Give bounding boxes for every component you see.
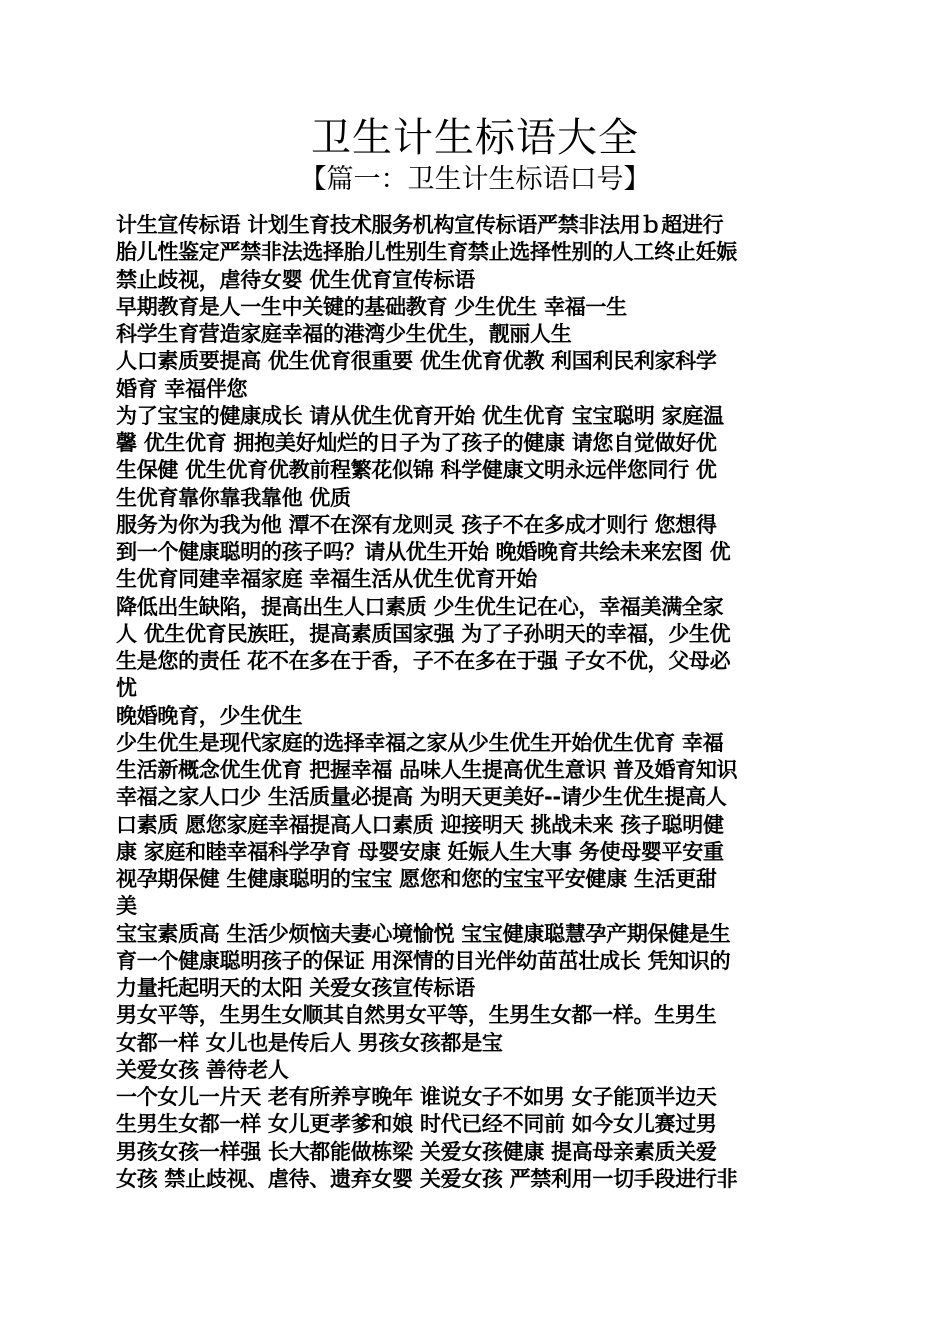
text-line: 人 优生优育民族旺，提高素质国家强 为了子孙明天的幸福，少生优 — [116, 621, 731, 646]
text-line: 女孩 禁止歧视、虐待、遗弃女婴 关爱女孩 严禁利用一切手段进行非 — [116, 1166, 738, 1191]
text-line: 生活新概念优生优育 把握幸福 品味人生提高优生意识 普及婚育知识 — [116, 758, 738, 782]
text-line: 生是您的责任 花不在多在于香，子不在多在于强 子女不优，父母必 — [116, 649, 731, 673]
text-line: 幸福之家人口少 生活质量必提高 为明天更美好--请少生优生提高人 — [116, 785, 727, 810]
text-line: 视孕期保健 生健康聪明的宝宝 愿您和您的宝宝平安健康 生活更甜 — [116, 867, 717, 891]
text-line: 忧 — [116, 676, 137, 701]
text-line: 力量托起明天的太阳 关爱女孩宣传标语 — [116, 976, 475, 1000]
text-line: 男女平等，生男生女顺其自然男女平等，生男生女都一样。生男生 — [116, 1003, 717, 1028]
text-line: 早期教育是人一生中关键的基础教育 少生优生 幸福一生 — [116, 294, 627, 319]
text-line: 关爱女孩 善待老人 — [116, 1057, 289, 1082]
text-line: 少生优生是现代家庭的选择幸福之家从少生优生开始优生优育 幸福 — [116, 730, 724, 755]
text-line: 育一个健康聪明孩子的保证 用深情的目光伴幼苗茁壮成长 凭知识的 — [116, 948, 731, 973]
text-line: 计生宣传标语 计划生育技术服务机构宣传标语严禁非法用ｂ超进行 — [116, 213, 724, 237]
text-line: 宝宝素质高 生活少烦恼夫妻心境愉悦 宝宝健康聪慧孕产期保健是生 — [116, 921, 731, 946]
document-title: 卫生计生标语大全 — [311, 115, 639, 161]
text-line: 为了宝宝的健康成长 请从优生优育开始 优生优育 宝宝聪明 家庭温 — [116, 403, 724, 428]
document-subtitle: 【篇一：卫生计生标语口号】 — [299, 164, 651, 195]
text-line: 生保健 优生优育优教前程繁花似锦 科学健康文明永远伴您同行 优 — [116, 458, 717, 483]
text-line: 晚婚晚育，少生优生 — [116, 703, 303, 728]
text-line: 康 家庭和睦幸福科学孕育 母婴安康 妊娠人生大事 务使母婴平安重 — [116, 839, 724, 864]
text-line: 婚育 幸福伴您 — [116, 376, 248, 401]
text-line: 美 — [116, 894, 137, 919]
document-body — [116, 212, 836, 1193]
text-line: 口素质 愿您家庭幸福提高人口素质 迎接明天 挑战未来 孩子聪明健 — [116, 812, 724, 837]
text-line: 生优育同建幸福家庭 幸福生活从优生优育开始 — [116, 567, 538, 592]
text-line: 禁止歧视，虐待女婴 优生优育宣传标语 — [116, 267, 475, 292]
text-line: 胎儿性鉴定严禁非法选择胎儿性别生育禁止选择性别的人工终止妊娠 — [116, 240, 737, 265]
text-line: 生优育靠你靠我靠他 优质 — [116, 485, 351, 510]
text-line: 馨 优生优育 拥抱美好灿烂的日子为了孩子的健康 请您自觉做好优 — [116, 431, 717, 455]
text-line: 降低出生缺陷，提高出生人口素质 少生优生记在心，幸福美满全家 — [116, 594, 724, 619]
text-line: 服务为你为我为他 潭不在深有龙则灵 孩子不在多成才则行 您想得 — [116, 512, 717, 537]
text-line: 科学生育营造家庭幸福的港湾少生优生，靓丽人生 — [116, 322, 572, 346]
text-line: 生男生女都一样 女儿更孝爹和娘 时代已经不同前 如今女儿赛过男 — [116, 1112, 717, 1137]
text-line: 女都一样 女儿也是传后人 男孩女孩都是宝 — [116, 1030, 503, 1055]
text-line: 一个女儿一片天 老有所养亨晚年 谁说女子不如男 女子能顶半边天 — [116, 1085, 717, 1109]
text-line: 人口素质要提高 优生优育很重要 优生优育优教 利国利民利家科学 — [116, 349, 717, 374]
text-line: 男孩女孩一样强 长大都能做栋梁 关爱女孩健康 提高母亲素质关爱 — [116, 1139, 717, 1164]
text-line: 到一个健康聪明的孩子吗？请从优生开始 晚婚晚育共绘未来宏图 优 — [116, 540, 731, 564]
